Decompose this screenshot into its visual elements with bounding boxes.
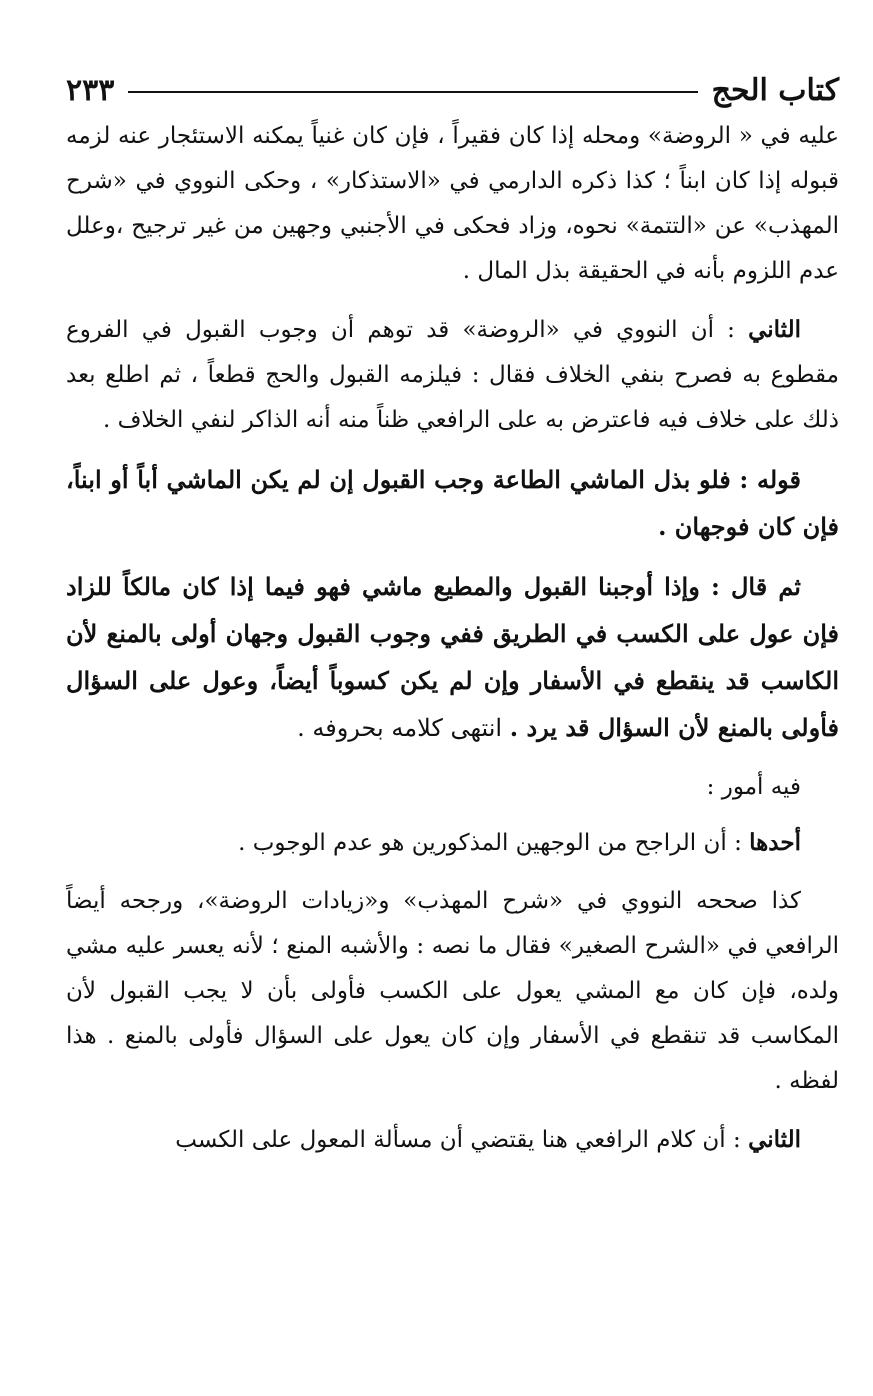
issues-intro: فيه أمور : <box>706 774 801 800</box>
issue-second <box>66 1117 839 1163</box>
header-rule <box>128 91 697 93</box>
quoted-continuation-bold: ثم قال : وإذا أوجبنا القبول والمطيع ماشي فهو فيما إذا كان مالكاً للزاد فإن عول على الكسب في الطريق ففي وجوب القبول وجهان أولى بالمنع لأن الكاسب قد ينقطع في الأسفار وإن لم يكن كسوباً أيضاً، وعول على السؤال فأولى بالمنع لأن السؤال قد يرد . <box>66 572 839 742</box>
paragraph-2-text: : أن النووي في «الروضة» قد توهم أن وجوب القبول في الفروع مقطوع به فصرح بنفي الخلاف فقال : فيلزمه القبول والحج قطعاً ، ثم اطلع بعد ذلك على خلاف فيه فاعترض به على الرافعي ظناً منه أنه الذاكر لنفي الخلاف . <box>66 317 839 433</box>
paragraph-1: عليه في « الروضة» ومحله إذا كان فقيراً ، فإن كان غنياً يمكنه الاستئجار عنه لزمه قبوله إذا كان ابناً ؛ كذا ذكره الدارمي في «الاستذكار» ، وحكى النووي في «شرح المهذب» عن «التتمة» نحوه، وزاد فحكى في الأجنبي وجهين من غير ترجيح ،وعلل عدم اللزوم بأنه في الحقيقة بذل المال . <box>66 123 839 284</box>
issue-first-text: : أن الراجح من الوجهين المذكورين هو عدم الوجوب . <box>238 830 750 856</box>
issue-first <box>66 820 839 866</box>
issue-first-support: كذا صححه النووي في «شرح المهذب» و«زيادات الروضة»، ورجحه أيضاً الرافعي في «الشرح الصغير» فقال ما نصه : والأشبه المنع ؛ لأنه يعسر عليه مشي ولده، فإن كان مع المشي يعول على الكسب فأولى بأن لا يجب القبول لأن المكاسب قد تنقطع في الأسفار وإن كان يعول على السؤال فأولى بالمنع . هذا لفظه . <box>66 888 839 1094</box>
paragraph-2-heading: الثاني <box>748 316 801 343</box>
page-number: ٢٣٣ <box>66 72 115 108</box>
paragraph-2 <box>66 307 839 443</box>
issue-second-heading: الثاني <box>748 1126 801 1153</box>
issue-first-heading: أحدها <box>749 829 801 856</box>
issue-second-text: : أن كلام الرافعي هنا يقتضي أن مسألة المعول على الكسب <box>175 1127 749 1153</box>
running-header <box>66 68 839 112</box>
chapter-title: كتاب الحج <box>711 72 839 108</box>
quoted-continuation-tail: انتهى كلامه بحروفه . <box>297 714 510 742</box>
quoted-continuation <box>66 563 839 752</box>
quoted-statement: قوله : فلو بذل الماشي الطاعة وجب القبول إن لم يكن الماشي أباً أو ابناً، فإن كان فوجهان . <box>66 465 839 541</box>
